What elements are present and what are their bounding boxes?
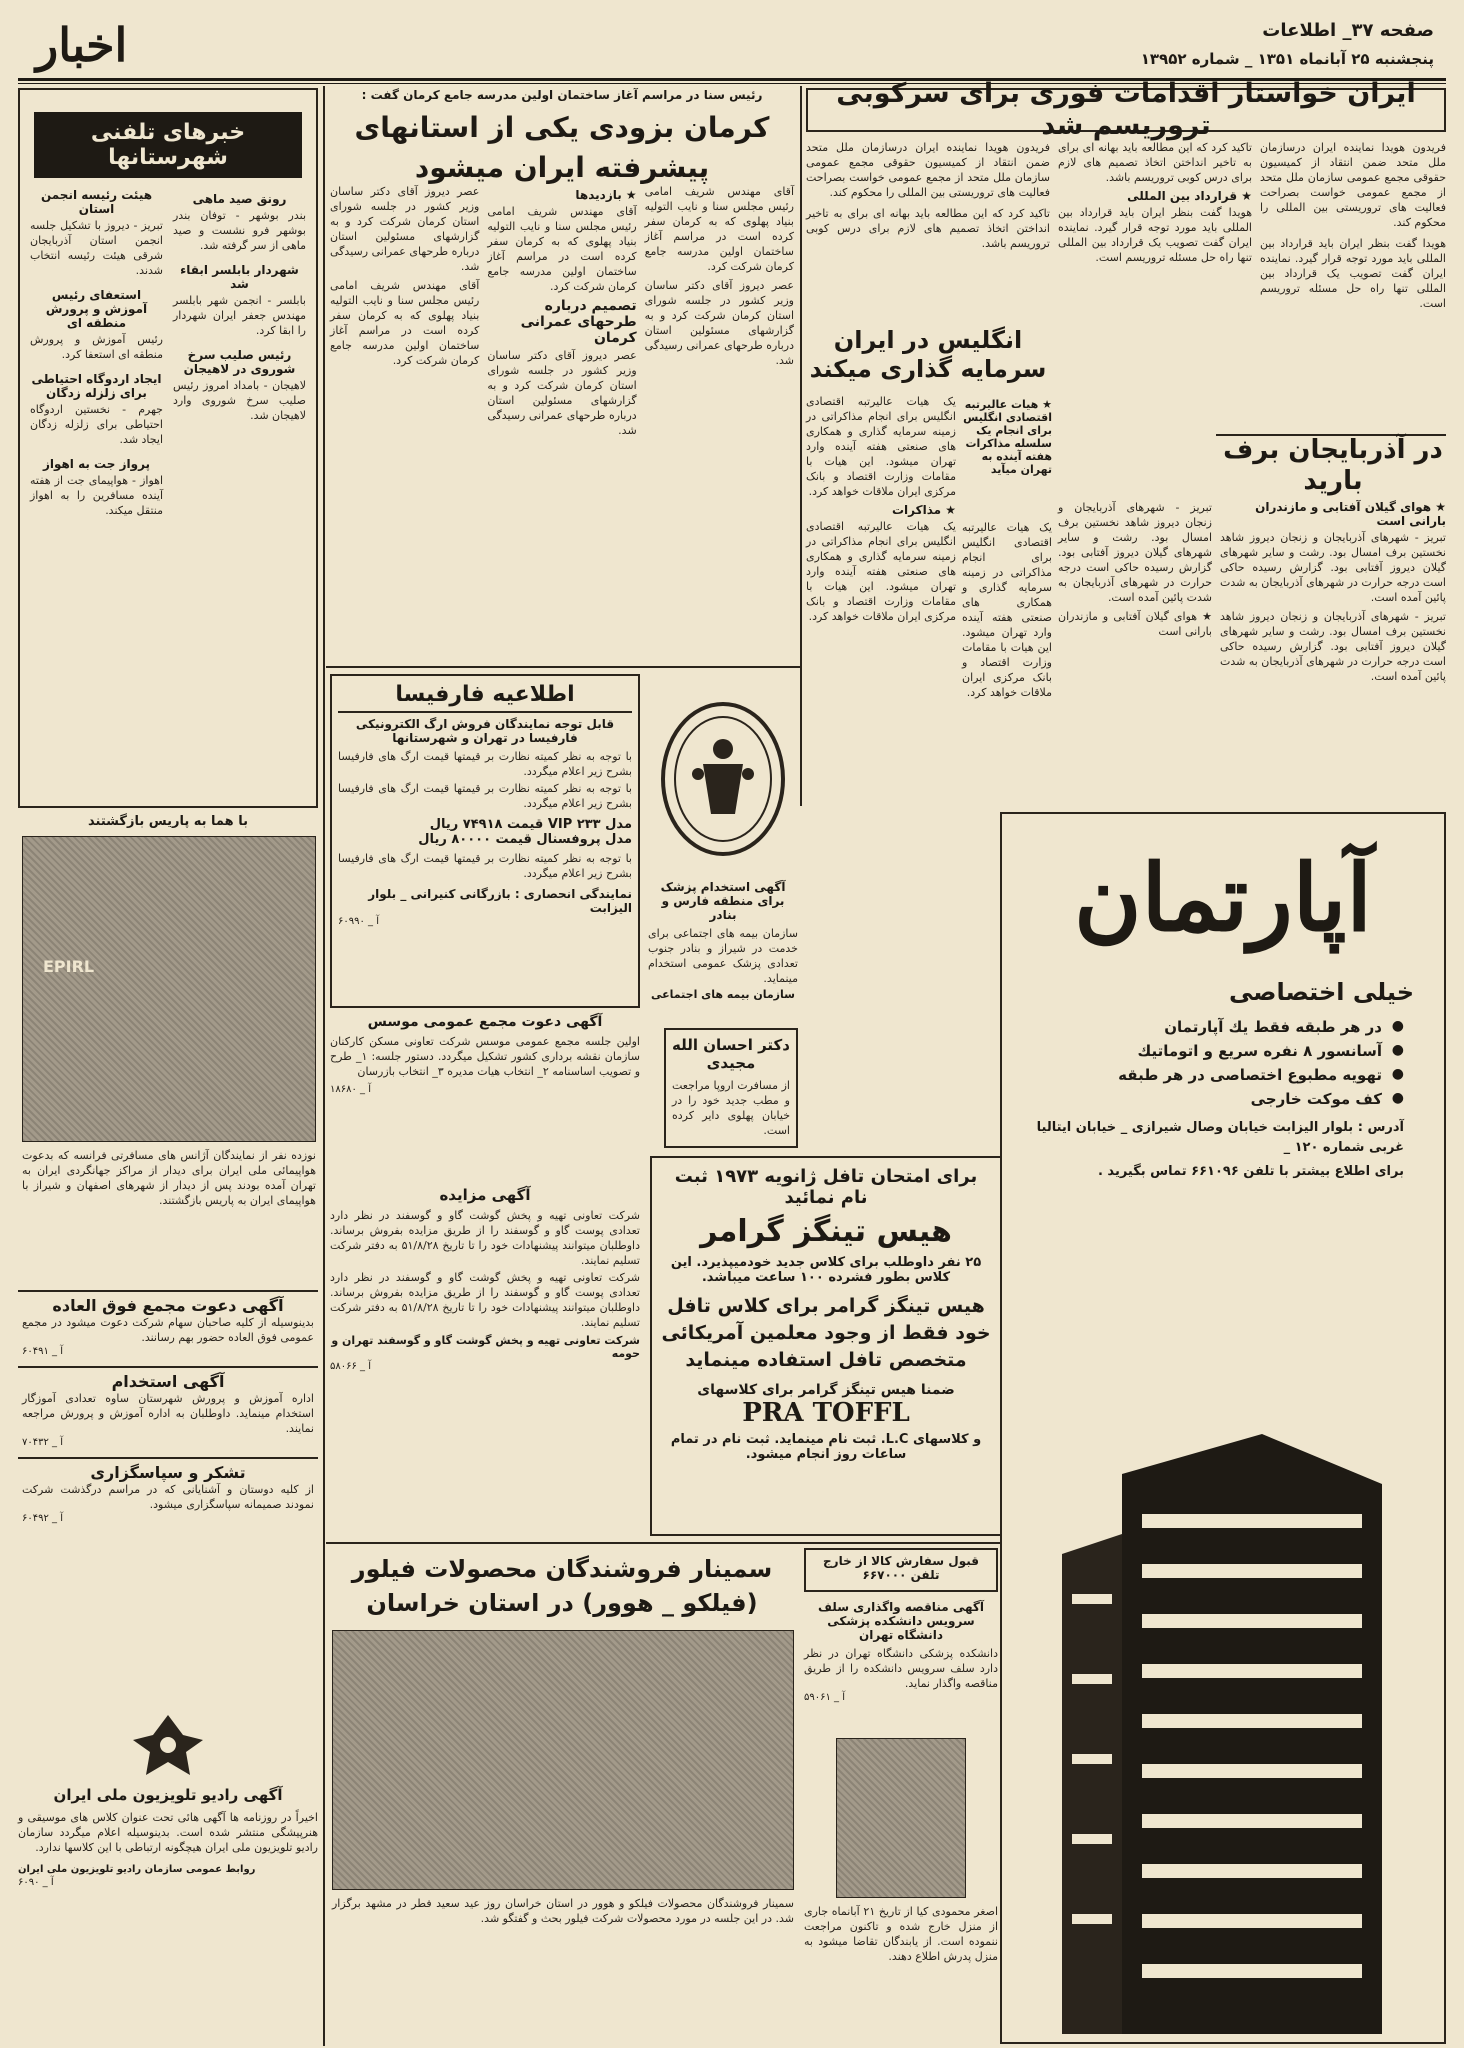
homa-caption: نوزده نفر از نمایندگان آژانس های مسافرتی فرانسه که بدعوت هواپیمائی ملی ایران برای دیدار از مراکز جهانگردی ایران به تهران آمده بودند پس از دیدار از شهرهای اصفهان و شیراز با هواپیمای ایران به پاریس بازگشتند. [22, 1149, 316, 1207]
phone-news-heading: شهردار بابلسر ابقاء شد [180, 263, 299, 291]
doctor-ad-text: سازمان بیمه های اجتماعی برای خدمت در شیراز و بنادر جنوب تعدادی پزشک عمومی استخدام مینماید. [648, 927, 798, 985]
snow-sub: ★ هوای گیلان آفتابی و مازندران بارانی است [1255, 500, 1446, 528]
farfisa-code: آ _ ۶۰۹۹۰ [338, 916, 379, 927]
page-number: صفحه ۳۷_ اطلاعات [1262, 20, 1434, 41]
kerman-col-b [487, 184, 636, 438]
phone-news-text: لاهیجان - بامداد امروز رئیس صلیب سرخ شوروی وارد لاهیجان شد. [173, 379, 306, 422]
column-rule [800, 86, 802, 806]
classified-ad-text: از کلیه دوستان و آشنایانی که در مراسم درگذشت شرکت نمودند صمیمانه سپاسگزاری میشود. [22, 1483, 314, 1511]
terror-headline: ایران خواستار اقدامات فوری برای سرکوبی تروریسم شد [836, 77, 1416, 141]
investment-text-2: یک هیات عالیرتبه اقتصادی انگلیس برای انجام مذاکراتی در زمینه سرمایه گذاری و همکاری های صنعتی هفته آینده وارد تهران میشود. این هیات با مقامات وزارت اقتصاد و بانک مرکزی ایران ملاقات خواهد کرد. [806, 520, 956, 623]
farfisa-footer: نمایندگی انحصاری : بازرگانی کنیرانی _ بلوار الیزابت [368, 887, 632, 915]
missing-boy-caption: اصغر محمودی کیا از تاریخ ۲۱ آبانماه جاری از منزل خارج شده و تاکنون مراجعت ننموده است. از یابندگان تقاضا میشود به منزل پدرش اطلاع دهند. [804, 1905, 998, 1963]
terror-col-3 [806, 140, 1050, 251]
phone-news-item [30, 288, 163, 362]
investment-headline: انگلیس در ایران سرمایه گذاری میکند [809, 326, 1047, 383]
classified-ad-text: بدینوسیله از کلیه صاحبان سهام شرکت دعوت میشود در مجمع عمومی فوق العاده حضور بهم رسانند. [22, 1316, 314, 1344]
phone-news-text: بندر بوشهر - توفان بندر بوشهر فرو نشست و صید ماهی از سر گرفته شد. [173, 209, 306, 252]
tender-ad [804, 1600, 998, 1704]
kerman-text1c: آقای مهندس شریف امامی رئیس مجلس سنا و نایب التولیه بنیاد پهلوی که به کرمان سفر کرده است در مراسم آغاز ساختمان اولین مدرسه جامع کرمان شرکت کرد. [487, 205, 637, 293]
seminar-photo [332, 1630, 794, 1890]
kerman-text1b: عصر دیروز آقای دکتر ساسان وزیر کشور در جلسه شورای استان کرمان شرکت کرد و به گزارشهای مسئولین استان درباره طرحهای عمرانی رسیدگی شد. [644, 279, 794, 367]
phone-news-box [18, 88, 318, 808]
apartment-subtitle: خیلی اختصاصی [1229, 978, 1414, 1006]
toefl-school: هیس تینگز گرامر [700, 1214, 952, 1249]
dr-majidi-ad [664, 1028, 798, 1148]
terror-text1: هویدا گفت بنظر ایران باید قرارداد بین المللی باید مورد توجه قرار گیرد. نماینده ایران گفت تصویب یک قرارداد بین المللی تنها راه حل مسئله تروریسم است. [1058, 206, 1252, 264]
date-line: پنجشنبه ۲۵ آبانماه ۱۳۵۱ _ شماره ۱۳۹۵۲ [1140, 50, 1434, 68]
mousa-text: اولین جلسه مجمع عمومی موسس شرکت تعاونی مسکن کارکنان سازمان نقشه برداری کشور تشکیل میگردد. دستور جلسه: ۱_ طرح و تصویب اساسنامه ۲_ انتخاب هیات مدیره ۳_ انتخاب بازرسان [330, 1035, 640, 1078]
doctor-ad [648, 880, 798, 1001]
seminar-header [330, 1552, 794, 1620]
investment-col-1 [962, 394, 1052, 478]
radio-signature: روابط عمومی سازمان رادیو تلویزیون ملی ایران [18, 1864, 256, 1875]
phone-news-list [20, 184, 316, 522]
doctor-ad-title: آگهی استخدام پزشک برای منطقه فارس و بنادر [660, 880, 786, 922]
terror-text3: فریدون هویدا نماینده ایران درسازمان ملل متحد ضمن انتقاد از کمیسیون حقوقی مجمع عمومی سازمان ملل متحد از مجمع عمومی خواست بصراحت فعالیت های تروریستی بین المللی را محکوم کند. [806, 141, 1050, 199]
apartment-title: آپارتمان [1073, 844, 1372, 952]
phone-news-heading: پرواز جت به اهواز [42, 457, 151, 471]
kerman-text2b: عصر دیروز آقای دکتر ساسان وزیر کشور در جلسه شورای استان کرمان شرکت کرد و به گزارشهای مسئولین استان درباره طرحهای عمرانی رسیدگی شد. [330, 185, 480, 273]
phone-news-item [173, 263, 306, 338]
auction-ad [330, 1186, 640, 1373]
apartment-feature-item: ● در هر طبقه فقط یك آپارتمان [1002, 1018, 1404, 1036]
investment-text: یک هیات عالیرتبه اقتصادی انگلیس برای انجام مذاکراتی در زمینه سرمایه گذاری و همکاری های صنعتی هفته آینده وارد تهران میشود. این هیات با مقامات وزارت اقتصاد و بانک مرکزی ایران ملاقات خواهد کرد. [806, 395, 956, 498]
toefl-text1: ۲۵ نفر داوطلب برای کلاس جدید خودمیپذیرد. این کلاس بطور فشرده ۱۰۰ ساعت میباشد. [670, 1255, 982, 1285]
phone-news-item [30, 188, 163, 278]
building-illustration [1062, 1414, 1402, 2034]
apartment-phone: برای اطلاع بیشتر با تلفن ۶۶۱۰۹۶ تماس بگیرید . [1097, 1164, 1404, 1179]
kerman-col-a [645, 184, 794, 438]
snow-text-more: تبریز - شهرهای آذربایجان و زنجان دیروز شاهد نخستین برف امسال بود. رشت و سایر شهرهای گیلان دیروز آفتابی بود. گزارش رسیده حاکی است درجه حرارت در شهرهای آذربایجان به شدت پائین آمده است. [1220, 610, 1446, 683]
kerman-col-c [330, 184, 479, 438]
dr-text: از مسافرت اروپا مراجعت و مطب جدید خود را در خیابان پهلوی دایر کرده است. [672, 1079, 790, 1137]
phone-news-item [173, 192, 306, 253]
cable-ad: قبول سفارش کالا از خارج تلفن ۶۶۷۰۰۰ [804, 1548, 998, 1592]
auction-code: آ _ ۵۸۰۶۶ [330, 1361, 371, 1372]
terror-text4: تاکید کرد که این مطالعه باید بهانه ای برای به تاخیر انداختن اتخاذ تصمیم های لازم برای درس کوبی تروریسم باشد. [806, 207, 1050, 250]
phone-news-heading: ایجاد اردوگاه احتیاطی برای زلزله زدگان [31, 372, 162, 400]
radio-ornament [18, 1710, 318, 1784]
plane-livery: EPIRL [43, 957, 95, 976]
section-rule [326, 1542, 1002, 1544]
phone-news-item [30, 372, 163, 447]
kerman-text2: عصر دیروز آقای دکتر ساسان وزیر کشور در جلسه شورای استان کرمان شرکت کرد و به گزارشهای مسئولین استان درباره طرحهای عمرانی رسیدگی شد. [487, 349, 637, 437]
farfisa-text-3: با توجه به نظر کمیته نظارت بر قیمتها قیمت ارگ های فارفیسا بشرح زیر اعلام میگردد. [338, 852, 632, 880]
section-rule [326, 666, 800, 668]
terror-col-2 [1058, 140, 1252, 265]
snow-text-2: تبریز - شهرهای آذربایجان و زنجان دیروز شاهد نخستین برف امسال بود. رشت و سایر شهرهای گیلان دیروز آفتابی بود. گزارش رسیده حاکی است درجه حرارت در شهرهای آذربایجان به شدت پائین آمده است. [1058, 501, 1212, 604]
kerman-sub2: تصمیم درباره طرحهای عمرانی کرمان [520, 298, 637, 346]
classified-ad-code: آ _ ۶۰۴۹۱ [22, 1346, 63, 1357]
mousa-title: آگهی دعوت مجمع عمومی موسس [367, 1014, 603, 1030]
classified-ad [18, 1457, 318, 1533]
snow-text-3: ★ هوای گیلان آفتابی و مازندران بارانی است [1058, 610, 1212, 638]
investment-text-3: یک هیات عالیرتبه اقتصادی انگلیس برای انجام مذاکراتی در زمینه سرمایه گذاری و همکاری های صنعتی هفته آینده وارد تهران میشود. این هیات با مقامات وزارت اقتصاد و بانک مرکزی ایران ملاقات خواهد کرد. [962, 521, 1052, 699]
homa-photo [22, 836, 316, 1142]
seminar-caption: سمینار فروشندگان محصولات فیلکو و هوور در استان خراسان روز عید سعید فطر در مشهد برگزار شد. در این جلسه در مورد محصولات شرکت فیلور بحث و گفتگو شد. [332, 1897, 794, 1925]
classified-ad [18, 1290, 318, 1366]
terror-headline-box [806, 77, 1446, 141]
classified-ad-title: آگهی دعوت مجمع فوق العاده [52, 1296, 284, 1315]
kerman-kicker: رئیس سنا در مراسم آغاز ساختمان اولین مدرسه جامع کرمان گفت : [361, 88, 763, 102]
classified-ad-code: آ _ ۶۰۴۹۲ [22, 1513, 63, 1524]
phone-news-text: رئیس آموزش و پرورش منطقه ای استعفا کرد. [30, 333, 163, 361]
terror-text2: تاکید کرد که این مطالعه باید بهانه ای برای به تاخیر انداختن اتخاذ تصمیم های لازم برای درس کوبی تروریسم باشد. [1058, 141, 1252, 184]
apartment-feature-item: ● آسانسور ۸ نفره سریع و اتوماتیك [1002, 1042, 1404, 1060]
missing-boy-photo [836, 1738, 966, 1898]
seal-icon [653, 694, 793, 864]
tender-title: آگهی مناقصه واگذاری سلف سرویس دانشکده پزشکی دانشگاه تهران [818, 1600, 984, 1642]
auction-title: آگهی مزایده [439, 1186, 531, 1204]
toefl-text3: ضمنا هیس تینگز گرامر برای کلاسهای [697, 1382, 955, 1398]
investment-sub1: ★ هیات عالیرتبه اقتصادی انگلیس برای انجام یک سلسله مذاکرات هفته آینده به تهران میآید [963, 398, 1052, 476]
phone-news-title: خبرهای تلفنی شهرستانها [34, 112, 302, 178]
farfisa-ad [330, 674, 640, 1008]
terror-col-1 [1260, 140, 1446, 311]
snow-headline: در آذربایجان برف بارید [1223, 434, 1443, 496]
homa-section [18, 814, 318, 833]
terror-intro: فریدون هویدا نماینده ایران درسازمان ملل متحد ضمن انتقاد از کمیسیون حقوقی مجمع عمومی سازمان ملل متحد از مجمع عمومی خواست بصراحت فعالیت های تروریستی بین المللی را محکوم کند. [1260, 141, 1446, 229]
toefl-title: برای امتحان تافل ژانویه ۱۹۷۳ ثبت نام نمائید [674, 1166, 978, 1208]
toefl-text2: هیس تینگز گرامر برای کلاس تافل خود فقط از وجود معلمین آمریکائی متخصص تافل استفاده مینماید [661, 1295, 991, 1371]
auction-text: شرکت تعاونی تهیه و پخش گوشت گاو و گوسفند در نظر دارد تعدادی پوست گاو و گوسفند را از طریق مزایده بفروش برساند. داوطلبان میتوانند پیشنهادات خود را تا تاریخ ۵۱/۸/۲۸ به دفتر شرکت تسلیم نمایند. [330, 1209, 640, 1267]
ornament-icon [128, 1710, 208, 1780]
section-title: اخبار [36, 18, 128, 72]
auction-text-2: شرکت تعاونی تهیه و پخش گوشت گاو و گوسفند در نظر دارد تعدادی پوست گاو و گوسفند را از طریق مزایده بفروش برساند. داوطلبان میتوانند پیشنهادات خود را تا تاریخ ۵۱/۸/۲۸ به دفتر شرکت تسلیم نمایند. [330, 1271, 640, 1329]
snow-text: تبریز - شهرهای آذربایجان و زنجان دیروز شاهد نخستین برف امسال بود. رشت و سایر شهرهای گیلان دیروز آفتابی بود. گزارش رسیده حاکی است درجه حرارت در شهرهای آذربایجان به شدت پائین آمده است. [1220, 531, 1446, 604]
farfisa-title: اطلاعیه فارفیسا [338, 682, 632, 713]
phone-news-text: تبریز - دیروز با تشکیل جلسه انجمن استان آذربایجان شرقی هیئت رئیسه انتخاب شدند. [30, 219, 163, 277]
snow-headline-box [1220, 434, 1446, 496]
snow-article [1220, 496, 1446, 684]
classified-ad-title: تشکر و سپاسگزاری [90, 1463, 246, 1482]
apartment-feature-item: ● تهویه مطبوع اختصاصی در هر طبقه [1002, 1066, 1404, 1084]
investment-col-3 [962, 520, 1052, 700]
classified-ad-code: آ _ ۷۰۴۳۲ [22, 1437, 63, 1448]
phone-news-heading: رونق صید ماهی [192, 192, 287, 206]
homa-title: با هما به پاریس بازگشتند [88, 814, 248, 829]
investment-headline-box [806, 322, 1050, 388]
phone-news-heading: هیئت رئیسه انجمن استان [40, 188, 153, 216]
phone-news-text: جهرم - نخستین اردوگاه احتیاطی برای زلزله زدگان ایجاد شد. [30, 403, 163, 446]
snow-col-2 [1058, 500, 1212, 639]
mousa-code: آ _ ۱۸۶۸۰ [330, 1084, 371, 1095]
phone-news-text: بابلسر - انجمن شهر بابلسر مهندس جعفر ایران شهردار را ابقا کرد. [173, 294, 306, 337]
kerman-header [330, 88, 794, 188]
phone-news-item [30, 457, 163, 518]
classified-ad [18, 1366, 318, 1457]
seminar-title: سمینار فروشندگان محصولات فیلور (فیلکو _ هوور) در استان خراسان [351, 1555, 773, 1617]
kerman-text1: آقای مهندس شریف امامی رئیس مجلس سنا و نایب التولیه بنیاد پهلوی که به کرمان سفر کرده است در مراسم آغاز ساختمان اولین مدرسه جامع کرمان شرکت کرد. [644, 185, 794, 273]
kerman-headline: کرمان بزودی یکی از استانهای پیشرفته ایران میشود [354, 111, 770, 184]
phone-news-heading: رئیس صلیب سرخ شوروی در لاهیجان [183, 348, 296, 376]
column-rule [323, 86, 325, 2046]
toefl-ad [650, 1156, 1002, 1536]
farfisa-sub: قابل توجه نمایندگان فروش ارگ الکترونیکی فارفیسا در تهران و شهرستانها [355, 717, 615, 745]
terror-sub1: ★ قرارداد بین المللی [1127, 189, 1252, 203]
terror-intro-more: هویدا گفت بنظر ایران باید قرارداد بین المللی باید مورد توجه قرار گیرد. نماینده ایران گفت تصویب یک قرارداد بین المللی تنها راه حل مسئله تروریسم است. [1260, 237, 1446, 310]
auction-footer: شرکت تعاونی تهیه و پخش گوشت گاو و گوسفند تهران و حومه [331, 1334, 640, 1360]
apartment-ad [1000, 812, 1446, 2044]
kerman-text2c: آقای مهندس شریف امامی رئیس مجلس سنا و نایب التولیه بنیاد پهلوی که به کرمان سفر کرده است در مراسم آغاز ساختمان اولین مدرسه جامع کرمان شرکت کرد. [330, 279, 480, 367]
phone-news-text: اهواز - هواپیمای جت از هفته آینده مسافرین را به اهواز منتقل میکند. [30, 474, 163, 517]
classified-ad-text: اداره آموزش و پرورش شهرستان ساوه تعدادی آموزگار استخدام مینماید. داوطلبان به اداره آموزش و پرورش مراجعه نمایند. [22, 1392, 314, 1435]
tender-code: آ _ ۵۹۰۶۱ [804, 1692, 845, 1703]
radio-text: اخیراً در روزنامه ها آگهی هائی تحت عنوان کلاس های موسیقی و هنرپیشگی منتشر شده است. بدینوسیله اعلام میگردد سازمان رادیو تلویزیون ملی ایران هیچگونه ارتباطی با این کلاسها ندارد. [18, 1811, 318, 1854]
toefl-brand: PRA TOFFL [742, 1398, 910, 1428]
classified-ad-title: آگهی استخدام [111, 1372, 225, 1391]
toefl-text4: و کلاسهای L.C. ثبت نام مینماید. ثبت نام در تمام ساعات روز انجام میشود. [670, 1432, 982, 1462]
apartment-feature-item: ● کف موکت خارجی [1002, 1090, 1404, 1108]
apartment-features [1002, 1018, 1444, 1108]
kerman-body [330, 184, 794, 438]
phone-news-heading: استعفای رئیس آموزش و پرورش منطقه ای [45, 288, 148, 330]
farfisa-text-2: با توجه به نظر کمیته نظارت بر قیمتها قیمت ارگ های فارفیسا بشرح زیر اعلام میگردد. [338, 782, 632, 810]
phone-news-item [173, 348, 306, 423]
doctor-ad-footer: سازمان بیمه های اجتماعی [651, 988, 795, 1001]
farfisa-price2: مدل پروفسنال قیمت ۸۰۰۰۰ ریال [418, 832, 632, 847]
apartment-address: آدرس : بلوار الیزابت خیابان وصال شیرازی _ خیابان ایتالیا غربی شماره ۱۲۰ _ [1036, 1120, 1404, 1155]
investment-col-2 [806, 394, 956, 624]
mousa-ad [330, 1014, 640, 1096]
insurance-logo [648, 684, 798, 874]
radio-code: آ _ ۶۰۹۰ [18, 1877, 54, 1888]
kerman-sub1: ★ بازدیدها [575, 188, 637, 202]
radio-ad [18, 1786, 318, 1889]
farfisa-text: با توجه به نظر کمیته نظارت بر قیمتها قیمت ارگ های فارفیسا بشرح زیر اعلام میگردد. [338, 750, 632, 778]
farfisa-price1: مدل ۲۳۳ VIP قیمت ۷۴۹۱۸ ریال [429, 817, 632, 832]
investment-sub2: ★ مذاکرات [891, 503, 956, 517]
left-ads [18, 1290, 318, 1533]
tender-text: دانشکده پزشکی دانشگاه تهران در نظر دارد سلف سرویس دانشکده را از طریق مناقصه واگذار نماید. [804, 1647, 998, 1690]
radio-title: آگهی رادیو تلویزیون ملی ایران [53, 1786, 283, 1804]
dr-name: دکتر احسان الله مجیدی [672, 1036, 790, 1072]
